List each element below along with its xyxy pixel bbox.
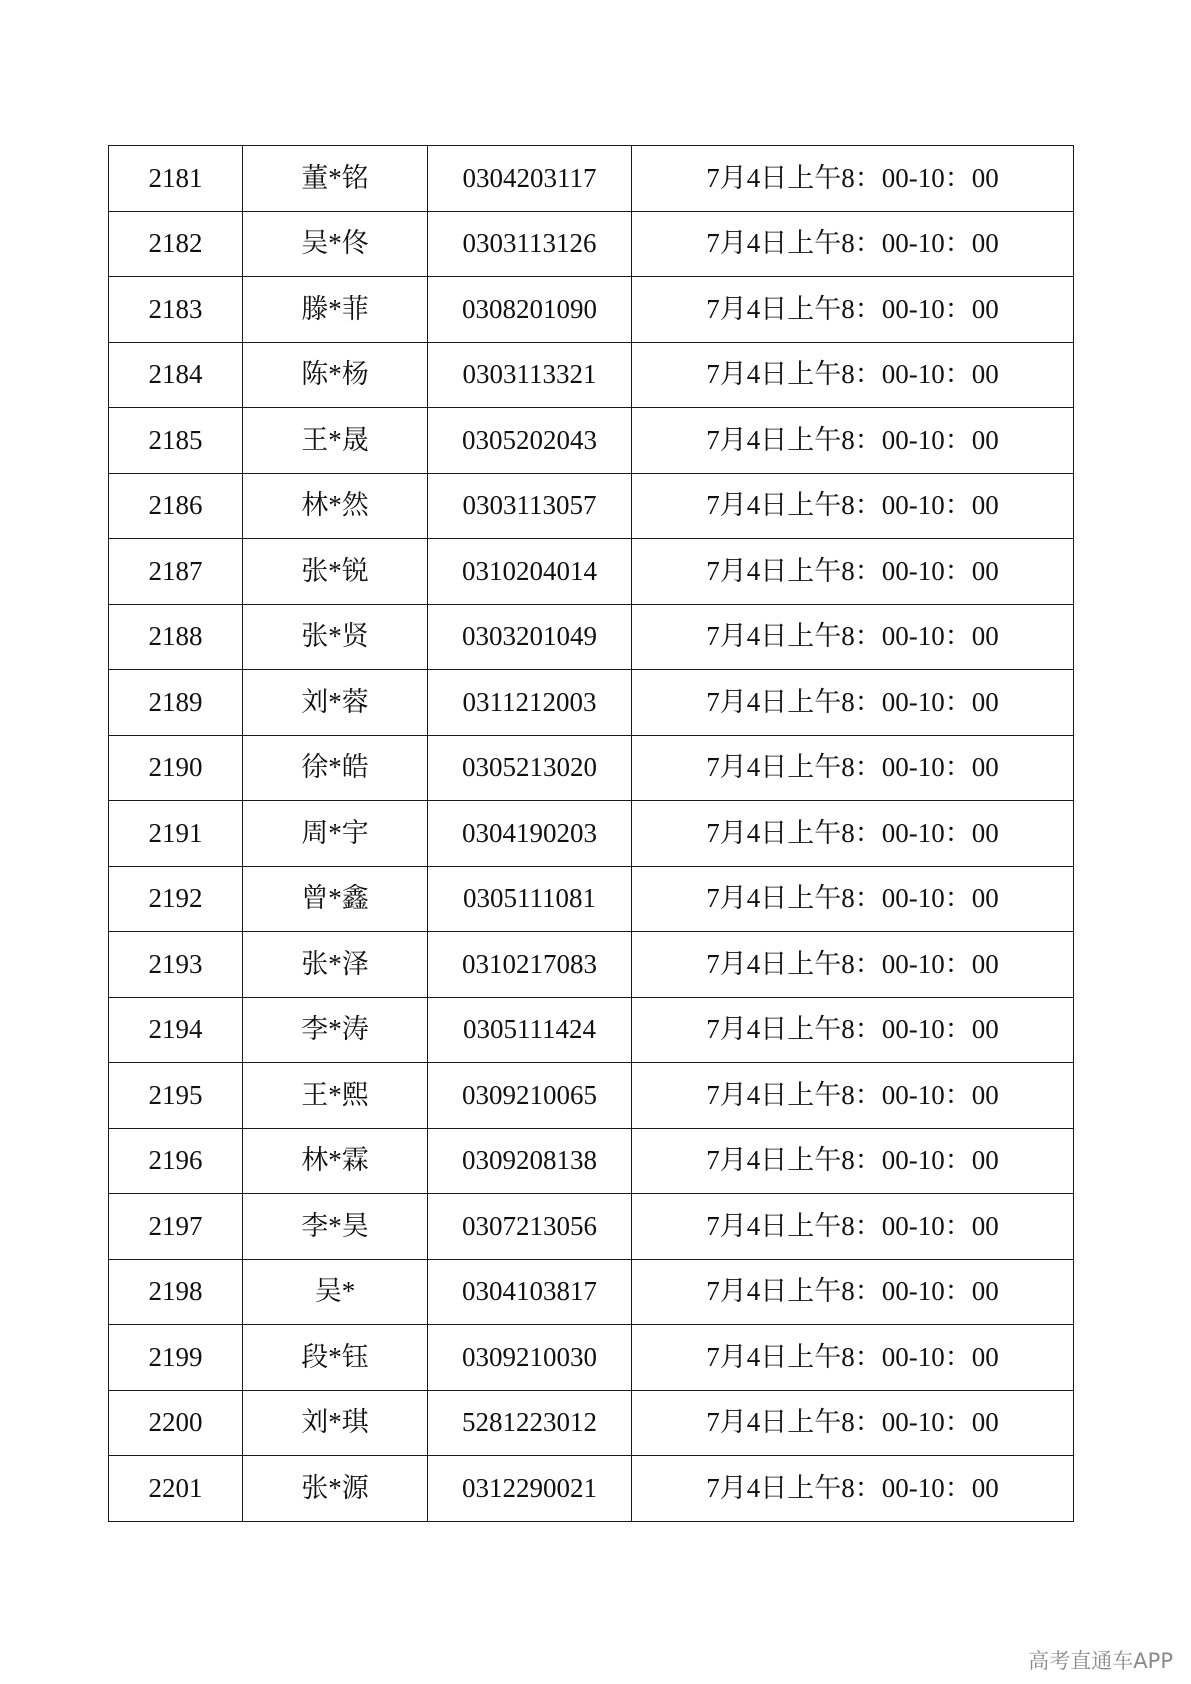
cell-exam-time: 7月4日上午8：00-10：00 xyxy=(632,997,1074,1063)
cell-exam-time: 7月4日上午8：00-10：00 xyxy=(632,1456,1074,1522)
roster-table xyxy=(108,145,1074,1522)
cell-exam-time: 7月4日上午8：00-10：00 xyxy=(632,1194,1074,1260)
cell-exam-time: 7月4日上午8：00-10：00 xyxy=(632,539,1074,605)
cell-candidate-id: 0312290021 xyxy=(428,1456,632,1522)
cell-name: 刘*琪 xyxy=(243,1390,428,1456)
cell-candidate-id: 0305213020 xyxy=(428,735,632,801)
table-row xyxy=(109,1063,1074,1129)
cell-candidate-id: 0309210065 xyxy=(428,1063,632,1129)
table-row xyxy=(109,146,1074,212)
table-row xyxy=(109,801,1074,867)
roster-body xyxy=(109,146,1074,1522)
cell-candidate-id: 0303113057 xyxy=(428,473,632,539)
table-row xyxy=(109,1456,1074,1522)
cell-candidate-id: 0309208138 xyxy=(428,1128,632,1194)
cell-candidate-id: 0304103817 xyxy=(428,1259,632,1325)
cell-seq-number: 2182 xyxy=(109,211,243,277)
table-row xyxy=(109,539,1074,605)
cell-candidate-id: 0307213056 xyxy=(428,1194,632,1260)
cell-name: 刘*蓉 xyxy=(243,670,428,736)
cell-seq-number: 2201 xyxy=(109,1456,243,1522)
cell-name: 周*宇 xyxy=(243,801,428,867)
cell-exam-time: 7月4日上午8：00-10：00 xyxy=(632,932,1074,998)
cell-seq-number: 2185 xyxy=(109,408,243,474)
cell-candidate-id: 0305202043 xyxy=(428,408,632,474)
cell-exam-time: 7月4日上午8：00-10：00 xyxy=(632,473,1074,539)
cell-seq-number: 2194 xyxy=(109,997,243,1063)
cell-candidate-id: 0303113126 xyxy=(428,211,632,277)
cell-exam-time: 7月4日上午8：00-10：00 xyxy=(632,211,1074,277)
cell-seq-number: 2196 xyxy=(109,1128,243,1194)
cell-seq-number: 2187 xyxy=(109,539,243,605)
cell-exam-time: 7月4日上午8：00-10：00 xyxy=(632,670,1074,736)
cell-exam-time: 7月4日上午8：00-10：00 xyxy=(632,1128,1074,1194)
cell-name: 王*晟 xyxy=(243,408,428,474)
cell-name: 林*然 xyxy=(243,473,428,539)
cell-seq-number: 2193 xyxy=(109,932,243,998)
cell-exam-time: 7月4日上午8：00-10：00 xyxy=(632,604,1074,670)
cell-exam-time: 7月4日上午8：00-10：00 xyxy=(632,735,1074,801)
cell-exam-time: 7月4日上午8：00-10：00 xyxy=(632,1325,1074,1391)
cell-name: 段*钰 xyxy=(243,1325,428,1391)
cell-candidate-id: 0310204014 xyxy=(428,539,632,605)
cell-candidate-id: 0311212003 xyxy=(428,670,632,736)
cell-name: 张*贤 xyxy=(243,604,428,670)
table-row xyxy=(109,211,1074,277)
cell-exam-time: 7月4日上午8：00-10：00 xyxy=(632,1063,1074,1129)
cell-exam-time: 7月4日上午8：00-10：00 xyxy=(632,1390,1074,1456)
cell-name: 张*泽 xyxy=(243,932,428,998)
cell-candidate-id: 5281223012 xyxy=(428,1390,632,1456)
table-row xyxy=(109,932,1074,998)
cell-exam-time: 7月4日上午8：00-10：00 xyxy=(632,342,1074,408)
table-row xyxy=(109,342,1074,408)
cell-seq-number: 2197 xyxy=(109,1194,243,1260)
cell-seq-number: 2183 xyxy=(109,277,243,343)
cell-seq-number: 2189 xyxy=(109,670,243,736)
cell-candidate-id: 0309210030 xyxy=(428,1325,632,1391)
cell-seq-number: 2188 xyxy=(109,604,243,670)
cell-exam-time: 7月4日上午8：00-10：00 xyxy=(632,408,1074,474)
cell-candidate-id: 0303201049 xyxy=(428,604,632,670)
cell-name: 吴*佟 xyxy=(243,211,428,277)
cell-seq-number: 2184 xyxy=(109,342,243,408)
cell-name: 曾*鑫 xyxy=(243,866,428,932)
watermark: 高考直通车APP xyxy=(1028,1649,1173,1673)
table-row xyxy=(109,670,1074,736)
cell-name: 李*昊 xyxy=(243,1194,428,1260)
cell-exam-time: 7月4日上午8：00-10：00 xyxy=(632,277,1074,343)
cell-name: 李*涛 xyxy=(243,997,428,1063)
cell-exam-time: 7月4日上午8：00-10：00 xyxy=(632,1259,1074,1325)
table-row xyxy=(109,473,1074,539)
table-row xyxy=(109,866,1074,932)
table-row xyxy=(109,408,1074,474)
cell-seq-number: 2191 xyxy=(109,801,243,867)
cell-candidate-id: 0310217083 xyxy=(428,932,632,998)
cell-name: 徐*皓 xyxy=(243,735,428,801)
cell-seq-number: 2190 xyxy=(109,735,243,801)
cell-candidate-id: 0303113321 xyxy=(428,342,632,408)
cell-seq-number: 2186 xyxy=(109,473,243,539)
cell-seq-number: 2198 xyxy=(109,1259,243,1325)
table-row xyxy=(109,1259,1074,1325)
table-row xyxy=(109,1128,1074,1194)
cell-seq-number: 2192 xyxy=(109,866,243,932)
cell-name: 林*霖 xyxy=(243,1128,428,1194)
table-row xyxy=(109,604,1074,670)
cell-name: 王*熙 xyxy=(243,1063,428,1129)
table-row xyxy=(109,997,1074,1063)
cell-name: 张*源 xyxy=(243,1456,428,1522)
table-row xyxy=(109,735,1074,801)
table-row xyxy=(109,1390,1074,1456)
cell-exam-time: 7月4日上午8：00-10：00 xyxy=(632,801,1074,867)
cell-candidate-id: 0304203117 xyxy=(428,146,632,212)
cell-candidate-id: 0305111081 xyxy=(428,866,632,932)
cell-name: 滕*菲 xyxy=(243,277,428,343)
cell-name: 吴* xyxy=(243,1259,428,1325)
cell-candidate-id: 0308201090 xyxy=(428,277,632,343)
cell-seq-number: 2181 xyxy=(109,146,243,212)
table-row xyxy=(109,1194,1074,1260)
cell-candidate-id: 0304190203 xyxy=(428,801,632,867)
cell-seq-number: 2200 xyxy=(109,1390,243,1456)
table-row xyxy=(109,277,1074,343)
cell-exam-time: 7月4日上午8：00-10：00 xyxy=(632,146,1074,212)
cell-exam-time: 7月4日上午8：00-10：00 xyxy=(632,866,1074,932)
cell-candidate-id: 0305111424 xyxy=(428,997,632,1063)
cell-name: 董*铭 xyxy=(243,146,428,212)
cell-seq-number: 2195 xyxy=(109,1063,243,1129)
cell-name: 陈*杨 xyxy=(243,342,428,408)
table-row xyxy=(109,1325,1074,1391)
cell-name: 张*锐 xyxy=(243,539,428,605)
cell-seq-number: 2199 xyxy=(109,1325,243,1391)
